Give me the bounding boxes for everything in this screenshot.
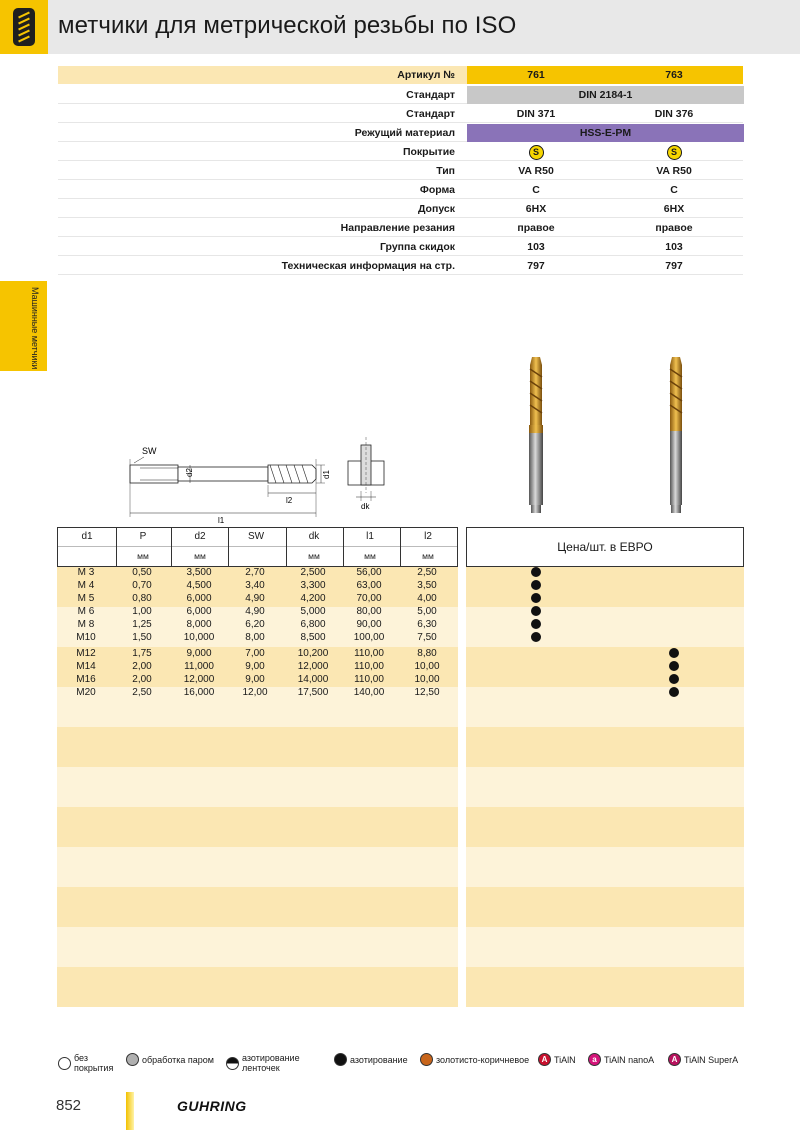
table-cell: 140,00 (353, 687, 385, 698)
spec-value-763: C (605, 181, 743, 199)
table-row (57, 686, 458, 699)
table-cell: 4,00 (417, 593, 437, 604)
table-cell: 14,000 (297, 674, 329, 685)
table-cell: 9,00 (245, 661, 265, 672)
column-unit: мм (194, 551, 206, 561)
legend-item (588, 1053, 668, 1066)
label-l1: l1 (218, 516, 225, 525)
column-header-SW: SW (247, 531, 265, 542)
spec-label: Тип (58, 162, 467, 180)
column-header-d2: d2 (194, 531, 206, 542)
spec-row (58, 105, 744, 124)
table-cell: 17,500 (297, 687, 329, 698)
table-row (57, 579, 458, 592)
column-header-l1: l1 (366, 531, 374, 542)
legend-item (126, 1053, 226, 1066)
available-dot-761 (531, 606, 541, 616)
table-cell: 10,00 (414, 674, 440, 685)
table-cell: 110,00 (354, 648, 384, 659)
legend-item (226, 1053, 334, 1073)
legend-label: без покрытия (74, 1053, 114, 1073)
table-band (57, 767, 458, 807)
page-header (0, 0, 800, 54)
table-cell: 10,000 (183, 632, 215, 643)
table-band (57, 727, 458, 767)
table-cell: 8,500 (300, 632, 326, 643)
table-cell: 16,000 (183, 687, 215, 698)
table-cell: 80,00 (356, 606, 382, 617)
spec-label: Форма (58, 181, 467, 199)
table-cell: 110,00 (354, 661, 384, 672)
table-cell: M 8 (77, 619, 95, 630)
table-cell: M16 (76, 674, 96, 685)
table-cell: 4,500 (186, 580, 212, 591)
available-dot-763 (669, 687, 679, 697)
table-cell: 7,00 (245, 648, 265, 659)
table-cell: 7,50 (417, 632, 437, 643)
page-title: метчики для метрической резьбы по ISO (58, 12, 517, 39)
tap-763-image (658, 355, 694, 515)
table-row (57, 605, 458, 618)
legend-item (538, 1053, 588, 1066)
spec-value-shared: HSS-E-PM (467, 124, 744, 142)
table-cell: 2,50 (417, 567, 437, 578)
spec-label: Стандарт (58, 105, 467, 123)
spec-value-761: 761 (467, 66, 605, 84)
column-header-P: P (139, 531, 147, 542)
table-cell: 2,500 (300, 567, 326, 578)
table-cell: 12,50 (414, 687, 440, 698)
spec-row (58, 238, 744, 257)
table-row (57, 631, 458, 644)
spec-row (58, 143, 744, 162)
table-band (466, 967, 744, 1007)
tap-logo-icon (0, 0, 48, 54)
spec-label: Направление резания (58, 219, 467, 237)
table-cell: 8,000 (186, 619, 212, 630)
table-cell: 2,50 (132, 687, 152, 698)
table-row (57, 647, 458, 660)
table-band (466, 567, 744, 607)
legend-item (334, 1053, 420, 1066)
available-dot-763 (669, 648, 679, 658)
legend-label: TiAlN SuperA (684, 1054, 739, 1065)
spec-value-761: 103 (467, 238, 605, 256)
table-row (57, 660, 458, 673)
table-cell: 11,000 (184, 661, 214, 672)
table-cell: 110,00 (354, 674, 384, 685)
table-cell: 12,000 (183, 674, 215, 685)
spec-label: Артикул № (58, 66, 467, 84)
legend-item (58, 1053, 124, 1073)
table-cell: 12,000 (297, 661, 329, 672)
table-cell: 3,300 (300, 580, 326, 591)
table-cell: M 6 (77, 606, 95, 617)
table-cell: 63,00 (356, 580, 382, 591)
coating-icon: A (668, 1053, 681, 1066)
table-cell: 6,000 (186, 593, 212, 604)
table-band (57, 927, 458, 967)
table-cell: 3,50 (417, 580, 437, 591)
legend-label: TiAlN (554, 1054, 576, 1065)
table-cell: 8,80 (417, 648, 437, 659)
table-cell: 2,70 (245, 567, 265, 578)
table-cell: 90,00 (356, 619, 382, 630)
coating-legend (58, 1053, 748, 1079)
spec-label: Режущий материал (58, 124, 467, 142)
table-cell: 6,000 (186, 606, 212, 617)
table-band (466, 647, 744, 687)
spec-value-763 (605, 143, 743, 161)
brand-logo: GUHRING (177, 1098, 247, 1114)
table-cell: M 3 (77, 567, 95, 578)
spec-row (58, 219, 744, 238)
available-dot-763 (669, 661, 679, 671)
legend-label: золотисто-коричневое (436, 1054, 530, 1065)
table-cell: 3,40 (245, 580, 265, 591)
table-cell: M14 (76, 661, 96, 672)
spec-value-761: 6HX (467, 200, 605, 218)
table-cell: 9,000 (186, 648, 212, 659)
coating-icon (420, 1053, 433, 1066)
spec-value-761: DIN 371 (467, 105, 605, 123)
coating-steam-icon: S (529, 145, 544, 160)
table-cell: M10 (76, 632, 96, 643)
section-tab[interactable] (0, 281, 47, 371)
spec-value-763: 6HX (605, 200, 743, 218)
table-row (57, 618, 458, 631)
spec-value-761: VA R50 (467, 162, 605, 180)
column-header-dk: dk (308, 531, 320, 542)
table-cell: 5,00 (417, 606, 437, 617)
table-cell: 1,25 (132, 619, 152, 630)
spec-label: Покрытие (58, 143, 467, 161)
table-band (466, 727, 744, 767)
table-band (57, 887, 458, 927)
page-number: 852 (56, 1097, 82, 1114)
table-band (466, 767, 744, 807)
table-band (466, 927, 744, 967)
legend-label: азотирование ленточек (242, 1053, 300, 1073)
table-cell: 10,200 (297, 648, 329, 659)
table-cell: 3,500 (186, 567, 212, 578)
spec-row (58, 66, 744, 85)
table-cell: 5,000 (300, 606, 326, 617)
table-cell: 0,70 (132, 580, 152, 591)
table-band (466, 847, 744, 887)
table-cell: M 4 (77, 580, 95, 591)
table-band (466, 887, 744, 927)
available-dot-761 (531, 593, 541, 603)
tap-dimension-drawing (120, 435, 400, 525)
table-cell: 4,90 (245, 593, 265, 604)
spec-label: Группа скидок (58, 238, 467, 256)
coating-icon (226, 1057, 239, 1070)
table-cell: M 5 (77, 593, 95, 604)
table-cell: 70,00 (356, 593, 382, 604)
spec-label: Техническая информация на стр. (58, 257, 467, 275)
table-cell: 6,20 (245, 619, 265, 630)
table-cell: 0,50 (132, 567, 152, 578)
table-cell: 8,00 (245, 632, 265, 643)
spec-value-763: 103 (605, 238, 743, 256)
available-dot-763 (669, 674, 679, 684)
table-cell: 56,00 (356, 567, 382, 578)
spec-value-763: 797 (605, 257, 743, 275)
table-band (466, 807, 744, 847)
spec-value-shared: DIN 2184-1 (467, 86, 744, 104)
label-dk: dk (361, 502, 370, 511)
price-column-header: Цена/шт. в ЕВРО (466, 527, 744, 567)
available-dot-761 (531, 619, 541, 629)
spec-value-763: правое (605, 219, 743, 237)
table-row (57, 566, 458, 579)
available-dot-761 (531, 580, 541, 590)
section-tab-label: Машинные метчики (30, 287, 40, 370)
table-cell: 12,00 (242, 687, 268, 698)
dimension-table-header (57, 527, 458, 567)
spec-label: Стандарт (58, 86, 467, 104)
table-band (57, 967, 458, 1007)
spec-value-761: 797 (467, 257, 605, 275)
table-cell: 6,30 (417, 619, 437, 630)
legend-label: азотирование (350, 1054, 408, 1065)
spec-value-761: C (467, 181, 605, 199)
coating-steam-icon: S (667, 145, 682, 160)
available-dot-761 (531, 632, 541, 642)
table-cell: 2,00 (132, 674, 152, 685)
table-cell: 0,80 (132, 593, 152, 604)
spec-row (58, 162, 744, 181)
table-cell: 1,75 (132, 648, 152, 659)
table-cell: 1,50 (132, 632, 152, 643)
table-cell: 1,00 (132, 606, 152, 617)
table-cell: 4,200 (300, 593, 326, 604)
table-cell: 2,00 (132, 661, 152, 672)
spec-value-763: 763 (605, 66, 743, 84)
coating-icon: a (588, 1053, 601, 1066)
spec-row (58, 124, 744, 143)
spec-value-761 (467, 143, 605, 161)
table-band (466, 607, 744, 647)
column-unit: мм (308, 551, 320, 561)
table-cell: M20 (76, 687, 96, 698)
spec-value-763: VA R50 (605, 162, 743, 180)
column-header-l2: l2 (424, 531, 432, 542)
column-unit: мм (422, 551, 434, 561)
spec-value-761: правое (467, 219, 605, 237)
table-cell: M12 (76, 648, 96, 659)
coating-icon (126, 1053, 139, 1066)
table-cell: 9,00 (245, 674, 265, 685)
spec-row (58, 181, 744, 200)
spec-row (58, 257, 744, 276)
table-cell: 10,00 (414, 661, 440, 672)
spec-row (58, 200, 744, 219)
table-row (57, 673, 458, 686)
label-d1: d1 (322, 470, 331, 479)
coating-icon: A (538, 1053, 551, 1066)
coating-icon (334, 1053, 347, 1066)
coating-icon (58, 1057, 71, 1070)
legend-label: TiAlN nanoA (604, 1054, 655, 1065)
table-row (57, 592, 458, 605)
footer-accent-bar (126, 1092, 134, 1130)
legend-label: обработка паром (142, 1054, 214, 1065)
table-cell: 6,800 (300, 619, 326, 630)
table-cell: 100,00 (353, 632, 385, 643)
table-band (57, 847, 458, 887)
column-unit: мм (364, 551, 376, 561)
column-header-d1: d1 (81, 531, 93, 542)
label-d2: d2 (185, 468, 194, 477)
label-sw: SW (142, 446, 157, 456)
spec-value-763: DIN 376 (605, 105, 743, 123)
legend-item (420, 1053, 538, 1066)
spec-row (58, 86, 744, 105)
tap-761-image (518, 355, 554, 515)
label-l2: l2 (286, 496, 293, 505)
available-dot-761 (531, 567, 541, 577)
column-unit: мм (137, 551, 149, 561)
table-band (57, 807, 458, 847)
table-band (466, 687, 744, 727)
table-cell: 4,90 (245, 606, 265, 617)
legend-item (668, 1053, 748, 1066)
spec-label: Допуск (58, 200, 467, 218)
